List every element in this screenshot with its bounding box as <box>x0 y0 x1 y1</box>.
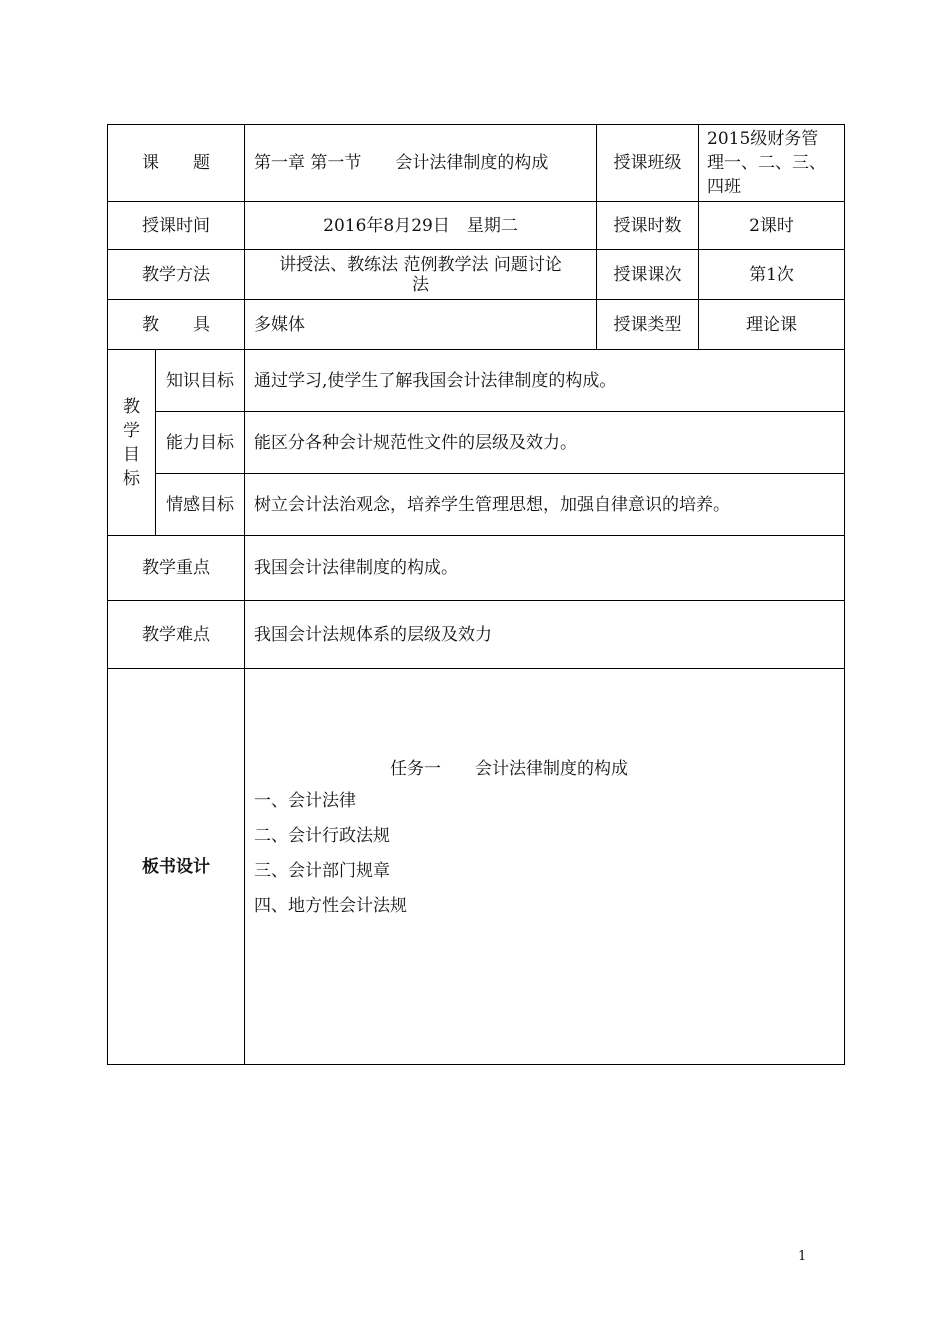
value-course-title: 第一章 第一节 会计法律制度的构成 <box>245 125 597 202</box>
value-method <box>245 250 597 300</box>
value-method-line: 法 <box>412 274 429 295</box>
value-objective-ability: 能区分各种会计规范性文件的层级及效力。 <box>245 412 845 474</box>
value-objective-emotion: 树立会计法治观念，培养学生管理思想，加强自律意识的培养。 <box>245 474 845 536</box>
label-method: 教学方法 <box>108 250 245 300</box>
row-key-point <box>108 536 845 601</box>
value-hours: 2课时 <box>699 202 845 250</box>
objectives-char: 学 <box>123 420 140 441</box>
label-objective-knowledge: 知识目标 <box>156 350 245 412</box>
value-class-line: 理一、二、三、 <box>707 153 826 173</box>
board-item: 三、会计部门规章 <box>254 861 390 881</box>
lesson-plan-table <box>107 124 845 1065</box>
label-class: 授课班级 <box>597 125 699 202</box>
row-objective-ability <box>108 412 845 474</box>
row-method <box>108 250 845 300</box>
value-session: 第1次 <box>699 250 845 300</box>
row-board-design <box>108 669 845 1065</box>
row-objective-emotion <box>108 474 845 536</box>
row-time <box>108 202 845 250</box>
label-objective-emotion: 情感目标 <box>156 474 245 536</box>
label-course-title: 课 题 <box>108 125 245 202</box>
label-objective-ability: 能力目标 <box>156 412 245 474</box>
value-method-line: 讲授法、教练法 范例教学法 问题讨论 <box>279 254 562 275</box>
label-session: 授课课次 <box>597 250 699 300</box>
board-design-content <box>245 669 845 1065</box>
label-type: 授课类型 <box>597 300 699 350</box>
board-item: 四、地方性会计法规 <box>254 896 407 916</box>
value-class <box>699 125 845 202</box>
label-board-design: 板书设计 <box>108 669 245 1065</box>
value-difficulty: 我国会计法规体系的层级及效力 <box>245 601 845 669</box>
row-tools <box>108 300 845 350</box>
label-key-point: 教学重点 <box>108 536 245 601</box>
board-item: 二、会计行政法规 <box>254 826 390 846</box>
value-class-line: 2015级财务管 <box>707 129 819 149</box>
label-objectives-group <box>108 350 156 536</box>
label-hours: 授课时数 <box>597 202 699 250</box>
board-title: 任务一 会计法律制度的构成 <box>390 759 628 779</box>
objectives-char: 教 <box>123 396 140 417</box>
page-number: 1 <box>798 1249 807 1264</box>
board-item: 一、会计法律 <box>254 791 356 811</box>
value-type: 理论课 <box>699 300 845 350</box>
value-tools: 多媒体 <box>245 300 597 350</box>
value-class-line: 四班 <box>707 177 741 197</box>
label-time: 授课时间 <box>108 202 245 250</box>
label-tools: 教 具 <box>108 300 245 350</box>
objectives-char: 目 <box>123 444 140 465</box>
row-difficulty <box>108 601 845 669</box>
label-difficulty: 教学难点 <box>108 601 245 669</box>
row-course-title <box>108 125 845 202</box>
row-objective-knowledge <box>108 350 845 412</box>
value-time: 2016年8月29日 星期二 <box>245 202 597 250</box>
value-objective-knowledge: 通过学习,使学生了解我国会计法律制度的构成。 <box>245 350 845 412</box>
value-key-point: 我国会计法律制度的构成。 <box>245 536 845 601</box>
objectives-char: 标 <box>123 468 140 489</box>
